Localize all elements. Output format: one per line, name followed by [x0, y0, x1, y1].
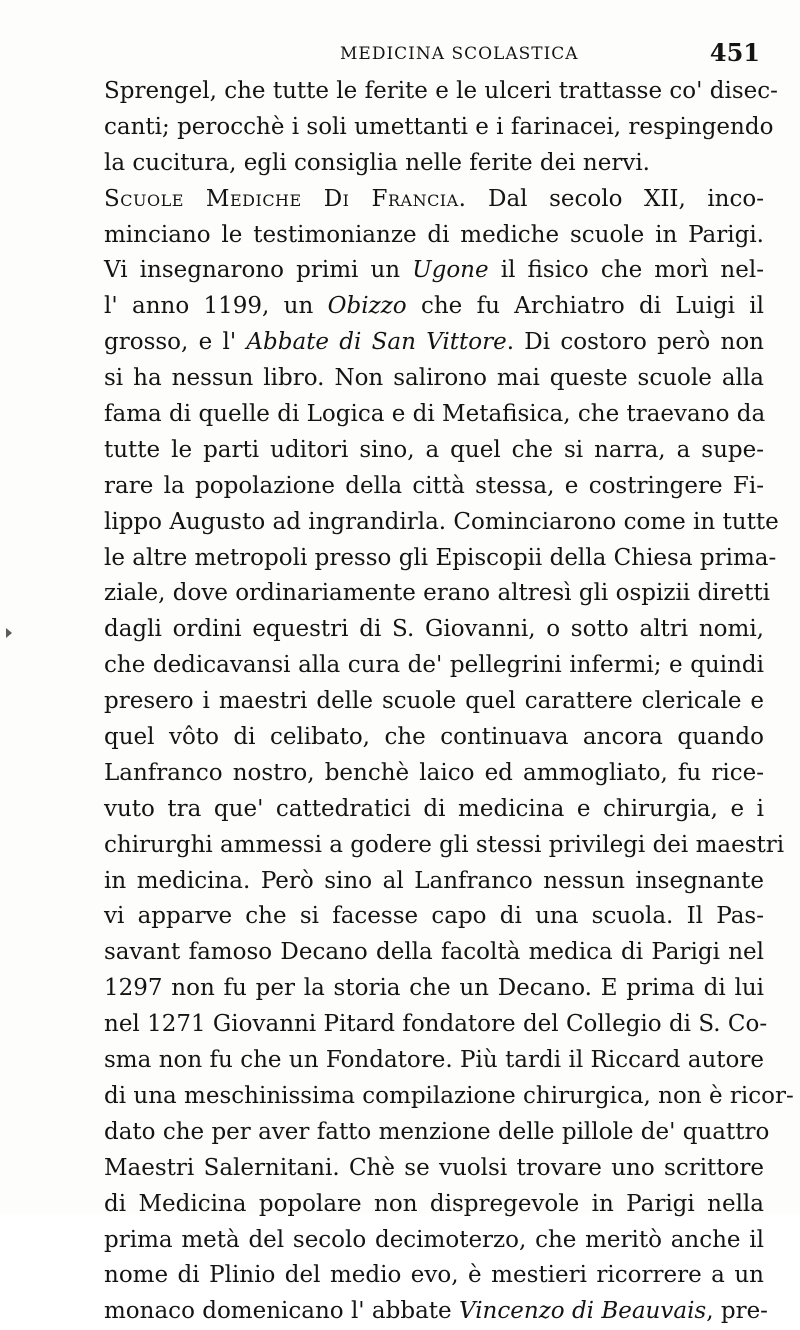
text-line: fama di quelle di Logica e di Metafisica, che traevano da [104, 401, 766, 428]
text-line: prima metà del secolo decimoterzo, che meritò anche il [104, 1226, 764, 1253]
text-span: che fu Archiatro di Luigi il [406, 293, 764, 320]
text-line: le altre metropoli presso gli Episcopii della Chiesa prima- [104, 544, 777, 571]
text-line: tutte le parti uditori sino, a quel che si narra, a supe- [104, 436, 764, 463]
text-line: ziale, dove ordinariamente erano altresì gli ospizii diretti [104, 580, 770, 607]
text-line: chirurghi ammessi a godere gli stessi privilegi dei maestri [104, 831, 785, 858]
text-line: dagli ordini equestri di S. Giovanni, o sotto altri nomi, [104, 616, 764, 643]
text-line: minciano le testimonianze di mediche scuole in Parigi. [104, 221, 764, 248]
text-line: Maestri Salernitani. Chè se vuolsi trovare uno scrittore [104, 1154, 764, 1181]
text-line: Lanfranco nostro, benchè laico ed ammogliato, fu rice- [104, 759, 764, 786]
text-line: si ha nessun libro. Non salirono mai queste scuole alla [104, 365, 764, 392]
text-span: Dal secolo XII, inco- [466, 185, 764, 212]
text-line: quel vôto di celibato, che continuava ancora quando [104, 724, 764, 751]
text-span: l' anno 1199, un [104, 293, 328, 320]
section-heading: Scuole Mediche Di Francia. [104, 185, 467, 212]
text-line: di una meschinissima compilazione chirurgica, non è ricor- [104, 1082, 794, 1109]
text-line: vuto tra que' cattedratici di medicina e chirurgia, e i [104, 795, 764, 822]
text-line: nome di Plinio del medio evo, è mestieri ricorrere a un [104, 1262, 764, 1289]
text-line: la cucitura, egli consiglia nelle ferite dei nervi. [104, 149, 650, 176]
text-line [104, 289, 764, 325]
text-line: in medicina. Però sino al Lanfranco nessun insegnante [104, 867, 764, 894]
text-span: il fisico che morì nel- [488, 257, 764, 284]
text-line: canti; perocchè i soli umettanti e i farinacei, respingendo [104, 113, 774, 140]
text-line: di Medicina popolare non dispregevole in Parigi nella [104, 1190, 764, 1217]
italic-name: Ugone [412, 257, 489, 284]
text-line: nel 1271 Giovanni Pitard fondatore del Collegio di S. Co- [104, 1011, 768, 1038]
body-text [104, 74, 794, 1330]
text-line: vi apparve che si facesse capo di una scuola. Il Pas- [104, 903, 764, 930]
page-number: 451 [709, 38, 760, 67]
text-line: Sprengel, che tutte le ferite e le ulceri trattasse co' disec- [104, 78, 778, 104]
text-span: Vi insegnarono primi un [104, 257, 413, 284]
text-line: 1297 non fu per la storia che un Decano. E prima di lui [104, 975, 764, 1002]
margin-mark [6, 628, 12, 638]
text-line [104, 1294, 768, 1330]
text-line [104, 253, 764, 289]
running-head [104, 38, 764, 74]
running-title: MEDICINA SCOLASTICA [340, 44, 579, 64]
text-line: savant famoso Decano della facoltà medica di Parigi nel [104, 939, 764, 966]
text-line: sma non fu che un Fondatore. Più tardi il Riccard autore [104, 1047, 764, 1074]
text-line [104, 325, 764, 361]
italic-name: Abbate di San Vittore [246, 329, 507, 356]
text-span: monaco domenicano l' abbate [104, 1298, 459, 1325]
text-line [104, 182, 764, 218]
text-line: dato che per aver fatto menzione delle pillole de' quattro [104, 1118, 770, 1145]
italic-name: Vincenzo di Beauvais [458, 1298, 707, 1325]
text-line: che dedicavansi alla cura de' pellegrini infermi; e quindi [104, 652, 764, 679]
italic-name: Obizzo [327, 293, 407, 320]
text-span: grosso, e l' [104, 329, 247, 356]
text-span: . Di costoro però non [506, 329, 764, 356]
text-line: lippo Augusto ad ingrandirla. Cominciarono come in tutte [104, 508, 779, 535]
text-line: presero i maestri delle scuole quel carattere clericale e [104, 688, 764, 715]
text-span: , pre- [706, 1298, 768, 1325]
text-line: rare la popolazione della città stessa, e costringere Fi- [104, 472, 764, 499]
